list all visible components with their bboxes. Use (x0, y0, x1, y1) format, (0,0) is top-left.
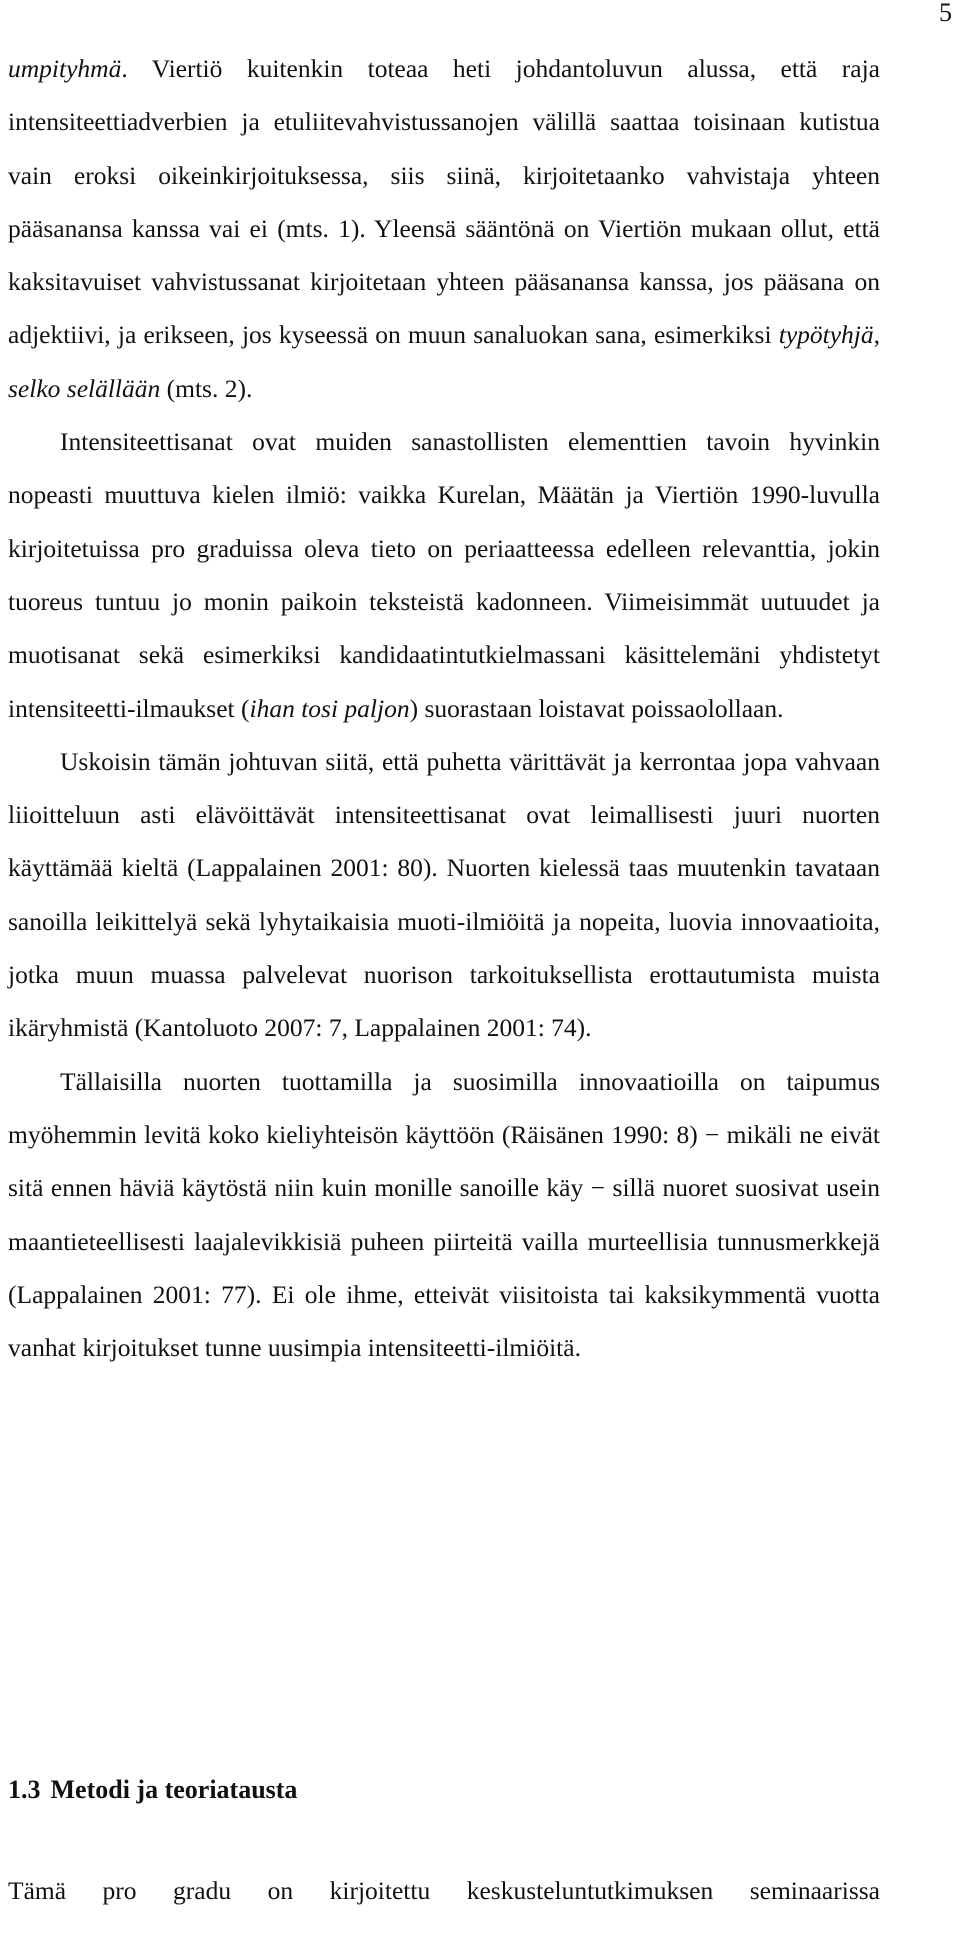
text-run: . Viertiö kuitenkin toteaa heti johdantoluvun alussa, että raja intensiteettiadverbien ja etuliitevahvistussanojen välillä saattaa toisinaan kutistua vain eroksi oikeinkirjoituksessa, siis siinä, kirjoitetaanko vahvistaja yhteen pääsanansa kanssa vai ei (mts. 1). Yleensä sääntönä on Viertiön mukaan ollut, että kaksitavuiset vahvistussanat kirjoitetaan yhteen pääsanansa kanssa, jos pääsana on adjektiivi, ja erikseen, jos kyseessä on muun sanaluokan sana, esimerkiksi (8, 54, 880, 350)
section-number: 1.3 (8, 1775, 41, 1804)
paragraph-continuation: Tämä pro gradu on kirjoitettu keskusteluntutkimuksen seminaarissa (8, 1876, 880, 1905)
text-run: Intensiteettisanat ovat muiden sanastollisten elementtien tavoin hyvinkin nopeasti muuttuva kielen ilmiö: vaikka Kurelan, Määtän ja Viertiön 1990-luvulla kirjoitetuissa pro graduissa oleva tieto on periaatteessa edelleen relevanttia, jokin tuoreus tuntuu jo monin paikoin teksteistä kadonneen. Viimeisimmät uutuudet ja muotisanat sekä esimerkiksi kandidaatintutkielmassani käsittelemäni yhdistetyt intensiteetti-ilmaukset ( (8, 427, 880, 723)
text-run: ) suorastaan loistavat poissaolollaan. (409, 693, 784, 723)
paragraph-2 (8, 415, 880, 735)
section-title: Metodi ja teoriatausta (50, 1775, 298, 1804)
paragraph-3 (8, 735, 880, 1055)
italic-term: umpityhmä (8, 54, 122, 83)
italic-example: ihan tosi paljon (249, 693, 410, 723)
paragraph-4 (8, 1055, 880, 1375)
text-run: Uskoisin tämän johtuvan siitä, että puhetta värittävät ja kerrontaa jopa vahvaan liioitteluun asti elävöittävät intensiteettisanat ovat leimallisesti juuri nuorten käyttämää kieltä (Lappalainen 2001: 80). Nuorten kielessä taas muutenkin tavataan sanoilla leikittelyä sekä lyhytaikaisia muoti-ilmiöitä ja nopeita, luovia innovaatioita, jotka muun muassa palvelevat nuorison tarkoituksellista erottautumista muista ikäryhmistä (Kantoluoto 2007: 7, Lappalainen 2001: 74). (8, 746, 880, 1043)
text-run: (mts. 2). (160, 373, 253, 403)
italic-example: typötyhjä, selko selällään (8, 320, 880, 403)
text-run: Tällaisilla nuorten tuottamilla ja suosimilla innovaatioilla on taipumus myöhemmin levitä koko kieliyhteisön käyttöön (Räisänen 1990: 8) − mikäli ne eivät sitä ennen häviä käytöstä niin kuin monille sanoille käy − sillä nuoret suosivat usein maantieteellisesti laajalevikkisiä puheen piirteitä vailla murteellisia tunnusmerkkejä (Lappalainen 2001: 77). Ei ole ihme, etteivät viisitoista tai kaksikymmentä vuotta vanhat kirjoitukset tunne uusimpia intensiteetti-ilmiöitä. (8, 1066, 880, 1363)
body-text (8, 42, 880, 1374)
paragraph-1 (8, 42, 880, 415)
page-number: 5 (939, 0, 952, 27)
section-heading (8, 1775, 297, 1805)
